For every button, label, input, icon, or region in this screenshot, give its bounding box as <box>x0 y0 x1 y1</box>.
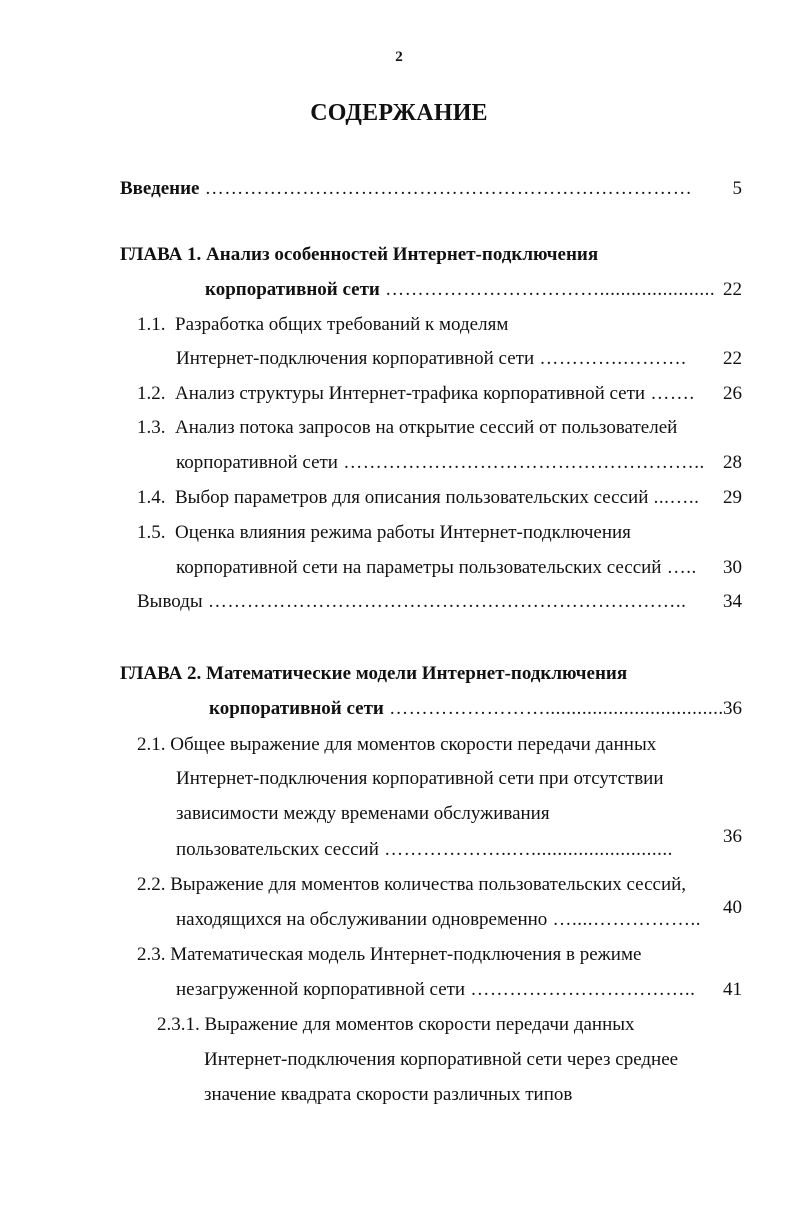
toc-entry-text: Выражение для моментов количества пользовательских сессий, <box>170 874 687 895</box>
toc-leader-dots: ………………………………………………………………… <box>199 178 693 199</box>
section-number: 2.3. <box>137 944 166 965</box>
toc-leader-dots: …………………….................................. <box>383 698 724 719</box>
toc-leader-dots: ...….. <box>648 487 700 508</box>
toc-leader-dots: …....…………….. <box>547 909 702 930</box>
section-number: 1.1. <box>137 314 166 335</box>
toc-entry-intro[interactable] <box>120 177 692 201</box>
toc-entry-1-4[interactable] <box>137 486 699 510</box>
toc-entry-1-5[interactable] <box>137 521 631 545</box>
section-number: 1.3. <box>137 417 166 438</box>
toc-entry-2-3-1-line2[interactable]: Интернет-подключения корпоративной сети через среднее <box>204 1049 679 1070</box>
toc-leader-dots: ……. <box>645 383 695 404</box>
toc-entry-2-3[interactable] <box>137 943 641 967</box>
toc-leader-dots: ……………………………………………………………….. <box>202 591 687 612</box>
toc-entry-text: Анализ потока запросов на открытие сессий от пользователей <box>175 417 678 438</box>
toc-entry-text: незагруженной корпоративной сети <box>176 979 466 1000</box>
toc-entry-2-1[interactable] <box>137 733 656 757</box>
toc-entry-2-3-1[interactable] <box>157 1013 635 1037</box>
toc-leader-dots: ………….………. <box>534 348 687 369</box>
toc-leader-dots: ……………………………………………….. <box>337 452 705 473</box>
toc-entry-text: корпоративной сети на параметры пользовательских сессий <box>176 557 662 578</box>
toc-entry-1-2[interactable] <box>137 382 695 406</box>
toc-entry-text: Выводы <box>137 591 203 612</box>
toc-entry-2-3-cont[interactable] <box>176 978 695 1002</box>
toc-entry-text: Выражение для моментов скорости передачи данных <box>204 1014 635 1035</box>
chapter-2-heading-cont[interactable] <box>209 697 724 721</box>
toc-entry-text: Выбор параметров для описания пользовательских сессий <box>175 487 649 508</box>
toc-page-number: 36 <box>723 698 742 719</box>
toc-page-number: 26 <box>723 383 742 404</box>
toc-entry-2-1-line4[interactable] <box>176 838 673 862</box>
toc-page-number: 28 <box>723 452 742 473</box>
toc-entry-1-5-cont[interactable] <box>176 556 697 580</box>
toc-entry-text: находящихся на обслуживании одновременно <box>176 909 548 930</box>
toc-entry-text: Интернет-подключения корпоративной сети <box>176 348 535 369</box>
toc-entry-2-1-line2[interactable]: Интернет-подключения корпоративной сети при отсутствии <box>176 768 664 789</box>
section-number: 1.2. <box>137 383 166 404</box>
toc-entry-text: корпоративной сети <box>176 452 338 473</box>
toc-entry-2-3-1-line3[interactable]: значение квадрата скорости различных типов <box>204 1084 573 1105</box>
toc-entry-text: корпоративной сети <box>205 279 380 300</box>
toc-entry-text: Математическая модель Интернет-подключения в режиме <box>170 944 642 965</box>
chapter-2-heading[interactable]: ГЛАВА 2. Математические модели Интернет-подключения <box>120 663 628 684</box>
toc-entry-1-3-cont[interactable] <box>176 451 705 475</box>
page-number: 2 <box>395 49 403 65</box>
toc-page-number: 29 <box>723 487 742 508</box>
page-title: СОДЕРЖАНИЕ <box>310 100 488 126</box>
toc-entry-2-1-line3[interactable]: зависимости между временами обслуживания <box>176 803 550 824</box>
section-number: 2.2. <box>137 874 166 895</box>
toc-leader-dots: …………………………….. <box>465 979 696 1000</box>
section-number: 2.3.1. <box>157 1014 200 1035</box>
toc-leader-dots: ………………..…........................... <box>378 839 673 860</box>
chapter-1-heading[interactable]: ГЛАВА 1. Анализ особенностей Интернет-подключения <box>120 244 599 265</box>
toc-entry-conclusions[interactable] <box>137 590 686 614</box>
section-number: 1.4. <box>137 487 166 508</box>
toc-page-number: 36 <box>723 826 742 847</box>
toc-page-number: 30 <box>723 557 742 578</box>
toc-entry-text: корпоративной сети <box>209 698 384 719</box>
toc-page-number: 40 <box>723 897 742 918</box>
toc-entry-2-2-cont[interactable] <box>176 908 701 932</box>
toc-entry-text: Анализ структуры Интернет-трафика корпоративной сети <box>175 383 646 404</box>
toc-entry-2-2[interactable] <box>137 873 686 897</box>
toc-page-number: 34 <box>723 591 742 612</box>
toc-leader-dots: ….. <box>661 557 697 578</box>
toc-entry-text: Оценка влияния режима работы Интернет-подключения <box>175 522 631 543</box>
toc-page-number: 41 <box>723 979 742 1000</box>
section-number: 1.5. <box>137 522 166 543</box>
toc-page-number: 5 <box>732 178 742 199</box>
toc-entry-1-3[interactable] <box>137 416 677 440</box>
toc-entry-1-1-cont[interactable] <box>176 347 686 371</box>
toc-entry-text: пользовательских сессий <box>176 839 379 860</box>
toc-entry-text: Разработка общих требований к моделям <box>175 314 509 335</box>
toc-entry-1-1[interactable] <box>137 313 508 337</box>
toc-entry-text: Общее выражение для моментов скорости передачи данных <box>170 734 657 755</box>
section-number: 2.1. <box>137 734 166 755</box>
toc-leader-dots: ……………………………...................... <box>379 279 716 300</box>
toc-page-number: 22 <box>723 279 742 300</box>
chapter-1-heading-cont[interactable] <box>205 278 715 302</box>
toc-entry-text: Введение <box>120 178 200 199</box>
toc-page-number: 22 <box>723 348 742 369</box>
